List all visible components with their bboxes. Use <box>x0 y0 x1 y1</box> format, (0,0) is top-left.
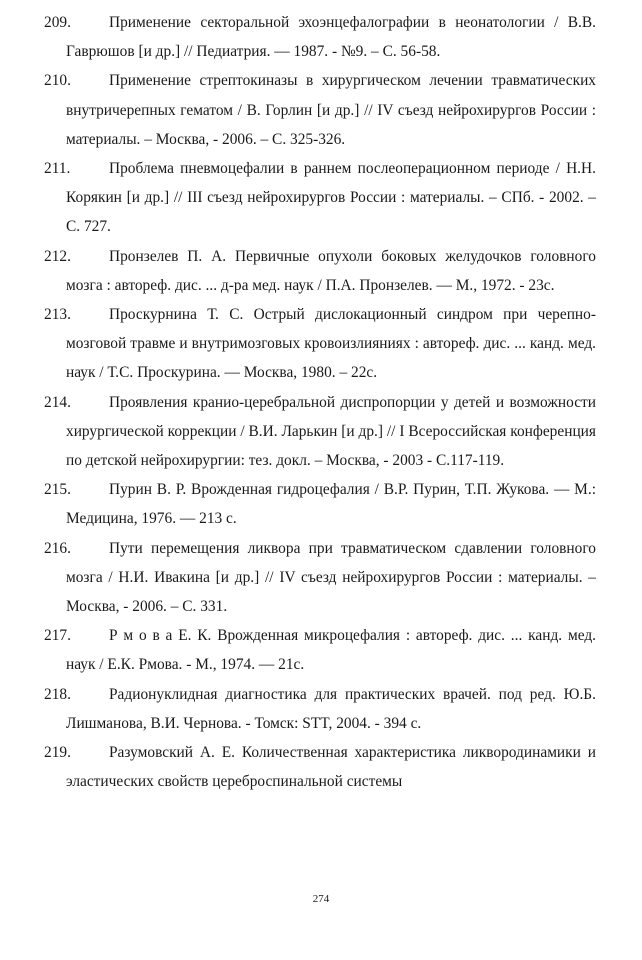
reference-item <box>44 475 596 533</box>
reference-text: Разумовский А. Е. Количественная характеристика ликвородинамики и эластических свойств цереброспинальной системы <box>66 744 596 791</box>
reference-text: Проскурнина Т. С. Острый дислокационный синдром при черепно-мозговой травме и внутримозговых кровоизлияниях : автореф. дис. ... канд. мед. наук / Т.С. Проскурина. — Москва, 1980. – 22с. <box>66 306 596 382</box>
reference-number: 211. <box>44 160 71 178</box>
reference-item <box>44 66 596 154</box>
reference-text: Пути перемещения ликвора при травматическом сдавлении головного мозга / Н.И. Ивакина [и др.] // IV съезд нейрохирургов России : материалы. – Москва, - 2006. – С. 331. <box>66 539 596 616</box>
reference-text: Радионуклидная диагностика для практических врачей. под ред. Ю.Б. Лишманова, В.И. Чернова. - Томск: STT, 2004. - 394 с. <box>66 685 596 732</box>
reference-text: Применение стрептокиназы в хирургическом лечении травматических внутричерепных гематом / В. Горлин [и др.] // IV съезд нейрохирургов России : материалы. – Москва, - 2006. – С. 325-326. <box>66 72 596 148</box>
reference-number: 215. <box>44 481 71 499</box>
reference-item <box>44 154 596 242</box>
reference-text: Применение секторальной эхоэнцефалографии в неонатологии / В.В. Гаврюшов [и др.] // Педиатрия. — 1987. - №9. – С. 56-58. <box>66 14 596 61</box>
reference-list <box>44 8 596 796</box>
reference-item <box>44 534 596 622</box>
reference-number: 210. <box>44 72 71 90</box>
reference-number: 217. <box>44 627 71 645</box>
reference-item <box>44 8 596 66</box>
page-number: 274 <box>312 893 330 905</box>
reference-number: 216. <box>44 539 71 557</box>
reference-text: Пронзелев П. А. Первичные опухоли боковых желудочков головного мозга : автореф. дис. ... д-ра мед. наук / П.А. Пронзелев. — М., 1972. - 23с. <box>66 247 596 294</box>
reference-item <box>44 300 596 388</box>
reference-text: Р м о в а Е. К. Врожденная микроцефалия : автореф. дис. ... канд. мед. наук / Е.К. Рмова. - М., 1974. — 21с. <box>66 627 596 674</box>
reference-item <box>44 738 596 796</box>
reference-item <box>44 680 596 738</box>
reference-item <box>44 242 596 300</box>
reference-text: Проблема пневмоцефалии в раннем послеоперационном периоде / Н.Н. Корякин [и др.] // III съезд нейрохирургов России : материалы. – СПб. - 2002. – С. 727. <box>66 160 596 236</box>
reference-number: 219. <box>44 744 71 762</box>
reference-text: Пурин В. Р. Врожденная гидроцефалия / В.Р. Пурин, Т.П. Жукова. — М.: Медицина, 1976. — 213 с. <box>66 481 596 528</box>
reference-number: 209. <box>44 14 71 31</box>
reference-item <box>44 621 596 679</box>
reference-number: 213. <box>44 306 71 324</box>
reference-item <box>44 388 596 476</box>
reference-number: 214. <box>44 393 71 411</box>
reference-number: 218. <box>44 685 71 703</box>
reference-text: Проявления кранио-церебральной диспропорции у детей и возможности хирургической коррекции / В.И. Ларькин [и др.] // I Всероссийская конференция по детской нейрохирургии: тез. докл. – Москва, - 2003 - С.117-119. <box>66 393 596 470</box>
reference-number: 212. <box>44 247 71 265</box>
